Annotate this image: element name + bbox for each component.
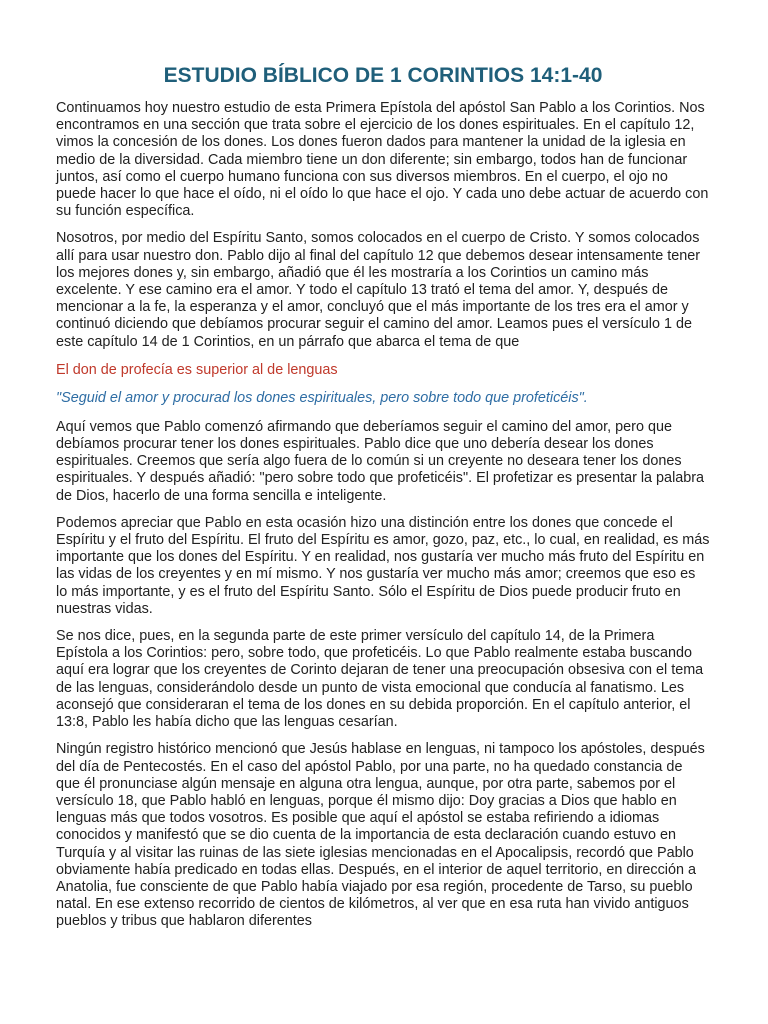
intro-paragraph-2: Nosotros, por medio del Espíritu Santo, somos colocados en el cuerpo de Cristo. Y somos colocados allí para usar nuestro don. Pablo dijo al final del capítulo 12 que debemos desear intensamente tener los mejores dones y, sin embargo, añadió que él les mostraría a los Corintios un camino más excelente. Y ese camino era el amor. Y todo el capítulo 13 trató el tema del amor. Y, después de mencionar a la fe, la esperanza y el amor, concluyó que el más importante de los tres era el amor y continuó diciendo que debíamos procurar seguir el camino del amor. Leamos pues el versículo 1 de este capítulo 14 de 1 Corintios, en un párrafo que abarca el tema de que	[56, 230, 701, 350]
page-title: ESTUDIO BÍBLICO DE 1 CORINTIOS 14:1-40	[163, 64, 603, 87]
scripture-quote: "Seguid el amor y procurad los dones espirituales, pero sobre todo que profeticéis".	[56, 389, 588, 406]
body-paragraph-3: Se nos dice, pues, en la segunda parte de este primer versículo del capítulo 14, de la Primera Epístola a los Corintios: pero, sobre todo, que profeticéis. Lo que Pablo realmente estaba buscando aquí era lograr que los creyentes de Corinto dejaran de tener una preocupación obsesiva con el tema de las lenguas, considerándolo desde un punto de vista emocional que conducía al fanatismo. Les aconsejó que consideraran el tema de los dones en su debida proporción. En el capítulo anterior, el 13:8, Pablo les había dicho que las lenguas cesarían.	[56, 628, 704, 731]
intro-paragraph-1: Continuamos hoy nuestro estudio de esta Primera Epístola del apóstol San Pablo a los Corintios. Nos encontramos en una sección que trata sobre el ejercicio de los dones espirituales. En el capítulo 12, vimos la concesión de los dones. Los dones fueron dados para mantener la unidad de la iglesia en medio de la diversidad. Cada miembro tiene un don diferente; sin embargo, todos han de funcionar juntos, así como el cuerpo humano funciona con sus diversos miembros. En el cuerpo, el ojo no puede hacer lo que hace el oído, ni el oído lo que hace el ojo. Y cada uno debe actuar de acuerdo con su función específica.	[56, 100, 709, 220]
body-paragraph-1: Aquí vemos que Pablo comenzó afirmando que deberíamos seguir el camino del amor, pero que debíamos procurar tener los dones espirituales. Pablo dice que uno debería desear los dones espirituales. Creemos que sería algo fuera de lo común si un creyente no deseara tener los dones espirituales. Y después añadió: "pero sobre todo que profeticéis". El profetizar es presentar la palabra de Dios, hacerlo de una forma sencilla e inteligente.	[56, 418, 705, 504]
section-subheading: El don de profecía es superior al de lenguas	[56, 361, 338, 378]
body-paragraph-4: Ningún registro histórico mencionó que Jesús hablase en lenguas, ni tampoco los apóstoles, después del día de Pentecostés. En el caso del apóstol Pablo, por una parte, no ha quedado constancia de que él pronunciase algún mensaje en alguna otra lengua, aunque, por otra parte, sabemos por el versículo 18, que Pablo habló en lenguas, porque él mismo dijo: Doy gracias a Dios que hablo en lenguas más que todos vosotros. Es posible que aquí el apóstol se estaba refiriendo a idiomas conocidos y manifestó que se dio cuenta de la importancia de esta declaración cuando estuvo en Turquía y al visitar las ruinas de las siete iglesias mencionadas en el Apocalipsis, recordó que Pablo obviamente había predicado en todas ellas. Después, en el interior de aquel territorio, en dirección a Anatolia, fue consciente de que Pablo había viajado por esa región, procedente de Tarso, su pueblo natal. En ese extenso recorrido de cientos de kilómetros, al ver que en esa ruta han vivido antiguos pueblos y tribus que hablaron diferentes	[56, 741, 705, 930]
body-paragraph-2: Podemos apreciar que Pablo en esta ocasión hizo una distinción entre los dones que concede el Espíritu y el fruto del Espíritu. El fruto del Espíritu es amor, gozo, paz, etc., lo cual, en realidad, es más importante que los dones del Espíritu. Y en realidad, nos gustaría ver mucho más fruto del Espíritu en las vidas de los creyentes y en mí mismo. Y nos gustaría ver mucho más amor; creemos que eso es lo más importante, y es el fruto del Espíritu Santo. Sólo el Espíritu de Dios puede producir fruto en nuestras vidas.	[56, 514, 710, 617]
